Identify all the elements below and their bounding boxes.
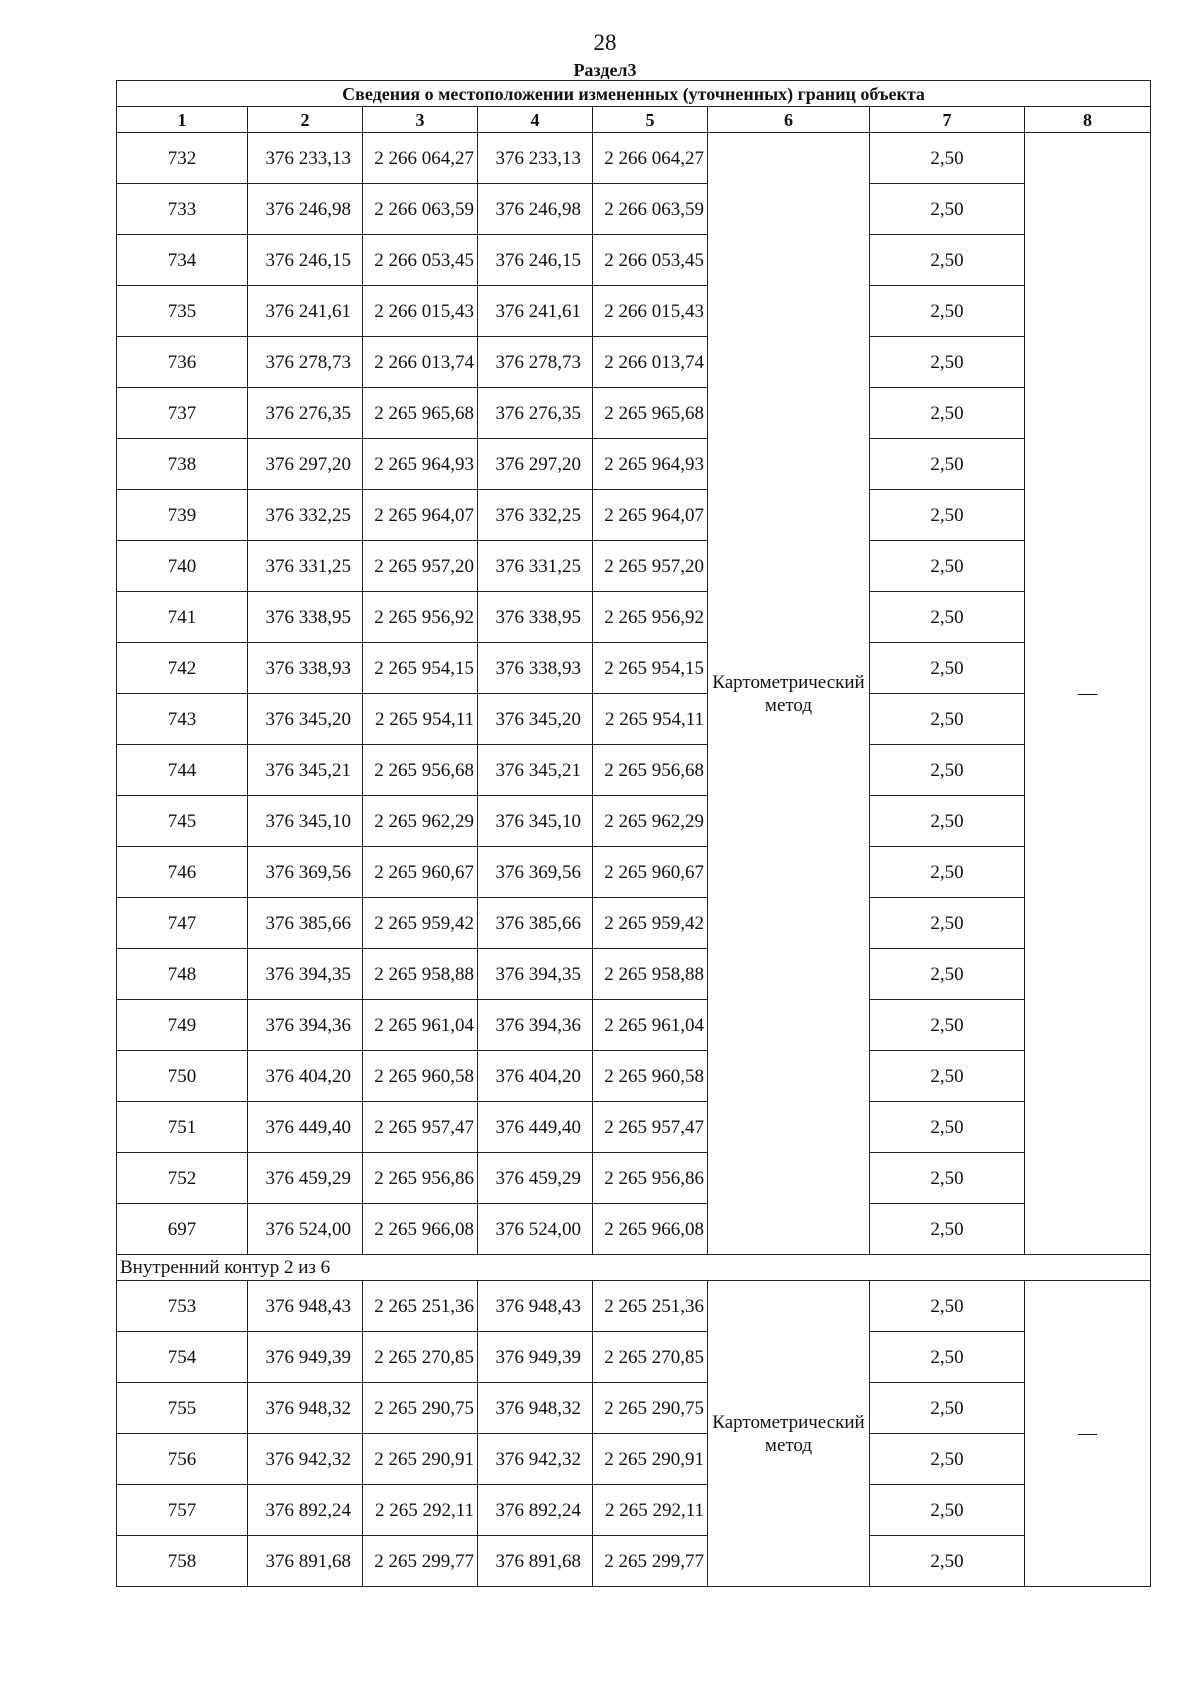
table-row (117, 1000, 1151, 1051)
y-refined-cell: 2 265 959,42 (593, 898, 708, 949)
table-row (117, 847, 1151, 898)
description-cell: — (1025, 133, 1151, 1255)
y-existing-cell: 2 265 965,68 (363, 388, 478, 439)
y-existing-cell: 2 266 013,74 (363, 337, 478, 388)
y-existing-cell: 2 265 270,85 (363, 1332, 478, 1383)
x-refined-cell: 376 394,36 (478, 1000, 593, 1051)
y-existing-cell: 2 265 966,08 (363, 1204, 478, 1255)
point-number-cell: 739 (117, 490, 248, 541)
y-refined-cell: 2 265 290,91 (593, 1434, 708, 1485)
method-cell: Картометрический метод (708, 1281, 870, 1587)
x-existing-cell: 376 345,10 (248, 796, 363, 847)
x-existing-cell: 376 338,95 (248, 592, 363, 643)
x-existing-cell: 376 449,40 (248, 1102, 363, 1153)
y-refined-cell: 2 265 956,92 (593, 592, 708, 643)
point-number-cell: 742 (117, 643, 248, 694)
table-row (117, 133, 1151, 184)
point-number-cell: 756 (117, 1434, 248, 1485)
page-number: 28 (593, 30, 617, 55)
x-refined-cell: 376 948,32 (478, 1383, 593, 1434)
x-existing-cell: 376 394,36 (248, 1000, 363, 1051)
y-existing-cell: 2 265 958,88 (363, 949, 478, 1000)
x-refined-cell: 376 345,20 (478, 694, 593, 745)
point-number-cell: 745 (117, 796, 248, 847)
point-number-cell: 758 (117, 1536, 248, 1587)
x-existing-cell: 376 385,66 (248, 898, 363, 949)
x-existing-cell: 376 948,43 (248, 1281, 363, 1332)
y-existing-cell: 2 265 961,04 (363, 1000, 478, 1051)
x-refined-cell: 376 449,40 (478, 1102, 593, 1153)
y-refined-cell: 2 265 290,75 (593, 1383, 708, 1434)
x-existing-cell: 376 246,15 (248, 235, 363, 286)
column-number-cell: 4 (478, 107, 593, 133)
point-number-cell: 744 (117, 745, 248, 796)
x-existing-cell: 376 404,20 (248, 1051, 363, 1102)
column-number-cell: 3 (363, 107, 478, 133)
table-row (117, 1383, 1151, 1434)
table-row (117, 286, 1151, 337)
x-refined-cell: 376 332,25 (478, 490, 593, 541)
y-refined-cell: 2 265 966,08 (593, 1204, 708, 1255)
contour-label-row (117, 1255, 1151, 1281)
table-caption: Сведения о местоположении измененных (уточненных) границ объекта (117, 81, 1151, 107)
y-refined-cell: 2 265 961,04 (593, 1000, 708, 1051)
x-refined-cell: 376 345,21 (478, 745, 593, 796)
point-number-cell: 737 (117, 388, 248, 439)
accuracy-cell: 2,50 (870, 286, 1025, 337)
accuracy-cell: 2,50 (870, 235, 1025, 286)
x-refined-cell: 376 345,10 (478, 796, 593, 847)
x-refined-cell: 376 892,24 (478, 1485, 593, 1536)
y-refined-cell: 2 265 956,68 (593, 745, 708, 796)
x-existing-cell: 376 332,25 (248, 490, 363, 541)
table-row (117, 439, 1151, 490)
y-refined-cell: 2 265 965,68 (593, 388, 708, 439)
y-refined-cell: 2 265 954,11 (593, 694, 708, 745)
y-existing-cell: 2 265 957,47 (363, 1102, 478, 1153)
x-refined-cell: 376 404,20 (478, 1051, 593, 1102)
y-existing-cell: 2 265 964,93 (363, 439, 478, 490)
method-cell: Картометрический метод (708, 133, 870, 1255)
accuracy-cell: 2,50 (870, 541, 1025, 592)
x-refined-cell: 376 331,25 (478, 541, 593, 592)
x-refined-cell: 376 948,43 (478, 1281, 593, 1332)
y-existing-cell: 2 266 015,43 (363, 286, 478, 337)
accuracy-cell: 2,50 (870, 847, 1025, 898)
x-existing-cell: 376 278,73 (248, 337, 363, 388)
y-existing-cell: 2 265 960,58 (363, 1051, 478, 1102)
contour-label: Внутренний контур 2 из 6 (117, 1255, 1151, 1281)
column-number-cell: 8 (1025, 107, 1151, 133)
x-refined-cell: 376 338,95 (478, 592, 593, 643)
column-number-cell: 6 (708, 107, 870, 133)
accuracy-cell: 2,50 (870, 337, 1025, 388)
point-number-cell: 757 (117, 1485, 248, 1536)
x-refined-cell: 376 949,39 (478, 1332, 593, 1383)
table-row (117, 1102, 1151, 1153)
x-existing-cell: 376 338,93 (248, 643, 363, 694)
y-refined-cell: 2 266 064,27 (593, 133, 708, 184)
x-refined-cell: 376 394,35 (478, 949, 593, 1000)
y-existing-cell: 2 265 954,11 (363, 694, 478, 745)
point-number-cell: 734 (117, 235, 248, 286)
point-number-cell: 733 (117, 184, 248, 235)
y-existing-cell: 2 265 962,29 (363, 796, 478, 847)
y-refined-cell: 2 265 292,11 (593, 1485, 708, 1536)
x-existing-cell: 376 331,25 (248, 541, 363, 592)
column-number-row (117, 107, 1151, 133)
x-existing-cell: 376 345,20 (248, 694, 363, 745)
accuracy-cell: 2,50 (870, 1000, 1025, 1051)
y-existing-cell: 2 265 956,68 (363, 745, 478, 796)
accuracy-cell: 2,50 (870, 1332, 1025, 1383)
point-number-cell: 740 (117, 541, 248, 592)
table-row (117, 1051, 1151, 1102)
x-existing-cell: 376 892,24 (248, 1485, 363, 1536)
table-row (117, 1332, 1151, 1383)
x-existing-cell: 376 891,68 (248, 1536, 363, 1587)
column-number-cell: 5 (593, 107, 708, 133)
accuracy-cell: 2,50 (870, 133, 1025, 184)
table-row (117, 745, 1151, 796)
table-row (117, 949, 1151, 1000)
description-cell: — (1025, 1281, 1151, 1587)
y-existing-cell: 2 265 964,07 (363, 490, 478, 541)
table-row (117, 643, 1151, 694)
y-existing-cell: 2 265 956,92 (363, 592, 478, 643)
table-row (117, 541, 1151, 592)
section-title: Раздел3 (573, 60, 637, 80)
x-existing-cell: 376 369,56 (248, 847, 363, 898)
column-number-cell: 7 (870, 107, 1025, 133)
point-number-cell: 753 (117, 1281, 248, 1332)
point-number-cell: 741 (117, 592, 248, 643)
y-existing-cell: 2 266 063,59 (363, 184, 478, 235)
table-row (117, 1536, 1151, 1587)
table-row (117, 592, 1151, 643)
x-existing-cell: 376 241,61 (248, 286, 363, 337)
y-existing-cell: 2 265 290,75 (363, 1383, 478, 1434)
x-refined-cell: 376 297,20 (478, 439, 593, 490)
x-refined-cell: 376 278,73 (478, 337, 593, 388)
point-number-cell: 754 (117, 1332, 248, 1383)
table-row (117, 184, 1151, 235)
accuracy-cell: 2,50 (870, 439, 1025, 490)
point-number-cell: 736 (117, 337, 248, 388)
x-existing-cell: 376 942,32 (248, 1434, 363, 1485)
y-refined-cell: 2 265 954,15 (593, 643, 708, 694)
point-number-cell: 749 (117, 1000, 248, 1051)
y-refined-cell: 2 265 299,77 (593, 1536, 708, 1587)
y-existing-cell: 2 265 299,77 (363, 1536, 478, 1587)
y-refined-cell: 2 265 957,47 (593, 1102, 708, 1153)
accuracy-cell: 2,50 (870, 1434, 1025, 1485)
point-number-cell: 743 (117, 694, 248, 745)
point-number-cell: 751 (117, 1102, 248, 1153)
x-existing-cell: 376 459,29 (248, 1153, 363, 1204)
column-number-cell: 1 (117, 107, 248, 133)
accuracy-cell: 2,50 (870, 949, 1025, 1000)
y-refined-cell: 2 265 957,20 (593, 541, 708, 592)
x-refined-cell: 376 524,00 (478, 1204, 593, 1255)
accuracy-cell: 2,50 (870, 1102, 1025, 1153)
x-refined-cell: 376 246,98 (478, 184, 593, 235)
accuracy-cell: 2,50 (870, 1536, 1025, 1587)
x-existing-cell: 376 345,21 (248, 745, 363, 796)
point-number-cell: 752 (117, 1153, 248, 1204)
point-number-cell: 732 (117, 133, 248, 184)
y-existing-cell: 2 265 959,42 (363, 898, 478, 949)
y-refined-cell: 2 265 958,88 (593, 949, 708, 1000)
accuracy-cell: 2,50 (870, 1383, 1025, 1434)
table-row (117, 1485, 1151, 1536)
x-refined-cell: 376 246,15 (478, 235, 593, 286)
x-existing-cell: 376 394,35 (248, 949, 363, 1000)
accuracy-cell: 2,50 (870, 184, 1025, 235)
y-existing-cell: 2 265 957,20 (363, 541, 478, 592)
y-existing-cell: 2 265 954,15 (363, 643, 478, 694)
x-refined-cell: 376 385,66 (478, 898, 593, 949)
x-refined-cell: 376 241,61 (478, 286, 593, 337)
accuracy-cell: 2,50 (870, 1153, 1025, 1204)
x-existing-cell: 376 297,20 (248, 439, 363, 490)
accuracy-cell: 2,50 (870, 796, 1025, 847)
x-refined-cell: 376 233,13 (478, 133, 593, 184)
x-existing-cell: 376 233,13 (248, 133, 363, 184)
y-existing-cell: 2 266 064,27 (363, 133, 478, 184)
y-refined-cell: 2 265 960,67 (593, 847, 708, 898)
accuracy-cell: 2,50 (870, 643, 1025, 694)
y-refined-cell: 2 265 956,86 (593, 1153, 708, 1204)
table-row (117, 796, 1151, 847)
table-row (117, 1281, 1151, 1332)
table-row (117, 388, 1151, 439)
y-existing-cell: 2 265 956,86 (363, 1153, 478, 1204)
x-existing-cell: 376 246,98 (248, 184, 363, 235)
table-row (117, 898, 1151, 949)
point-number-cell: 746 (117, 847, 248, 898)
accuracy-cell: 2,50 (870, 745, 1025, 796)
table-row (117, 1204, 1151, 1255)
y-existing-cell: 2 265 292,11 (363, 1485, 478, 1536)
x-refined-cell: 376 891,68 (478, 1536, 593, 1587)
point-number-cell: 735 (117, 286, 248, 337)
y-refined-cell: 2 265 964,93 (593, 439, 708, 490)
accuracy-cell: 2,50 (870, 592, 1025, 643)
accuracy-cell: 2,50 (870, 1051, 1025, 1102)
x-refined-cell: 376 459,29 (478, 1153, 593, 1204)
y-refined-cell: 2 266 053,45 (593, 235, 708, 286)
point-number-cell: 748 (117, 949, 248, 1000)
x-existing-cell: 376 948,32 (248, 1383, 363, 1434)
point-number-cell: 750 (117, 1051, 248, 1102)
accuracy-cell: 2,50 (870, 1485, 1025, 1536)
x-refined-cell: 376 942,32 (478, 1434, 593, 1485)
point-number-cell: 755 (117, 1383, 248, 1434)
x-refined-cell: 376 338,93 (478, 643, 593, 694)
table-row (117, 1434, 1151, 1485)
y-refined-cell: 2 266 015,43 (593, 286, 708, 337)
point-number-cell: 697 (117, 1204, 248, 1255)
y-existing-cell: 2 265 290,91 (363, 1434, 478, 1485)
x-existing-cell: 376 524,00 (248, 1204, 363, 1255)
accuracy-cell: 2,50 (870, 1281, 1025, 1332)
accuracy-cell: 2,50 (870, 898, 1025, 949)
point-number-cell: 738 (117, 439, 248, 490)
y-existing-cell: 2 266 053,45 (363, 235, 478, 286)
x-existing-cell: 376 949,39 (248, 1332, 363, 1383)
table-row (117, 1153, 1151, 1204)
coordinates-table (116, 80, 1151, 1587)
point-number-cell: 747 (117, 898, 248, 949)
accuracy-cell: 2,50 (870, 388, 1025, 439)
y-refined-cell: 2 265 964,07 (593, 490, 708, 541)
y-refined-cell: 2 266 063,59 (593, 184, 708, 235)
table-row (117, 235, 1151, 286)
y-existing-cell: 2 265 251,36 (363, 1281, 478, 1332)
x-existing-cell: 376 276,35 (248, 388, 363, 439)
x-refined-cell: 376 369,56 (478, 847, 593, 898)
table-row (117, 337, 1151, 388)
accuracy-cell: 2,50 (870, 1204, 1025, 1255)
y-refined-cell: 2 265 962,29 (593, 796, 708, 847)
table-row (117, 694, 1151, 745)
y-refined-cell: 2 265 251,36 (593, 1281, 708, 1332)
column-number-cell: 2 (248, 107, 363, 133)
x-refined-cell: 376 276,35 (478, 388, 593, 439)
table-row (117, 490, 1151, 541)
y-existing-cell: 2 265 960,67 (363, 847, 478, 898)
accuracy-cell: 2,50 (870, 694, 1025, 745)
accuracy-cell: 2,50 (870, 490, 1025, 541)
y-refined-cell: 2 265 960,58 (593, 1051, 708, 1102)
y-refined-cell: 2 266 013,74 (593, 337, 708, 388)
y-refined-cell: 2 265 270,85 (593, 1332, 708, 1383)
